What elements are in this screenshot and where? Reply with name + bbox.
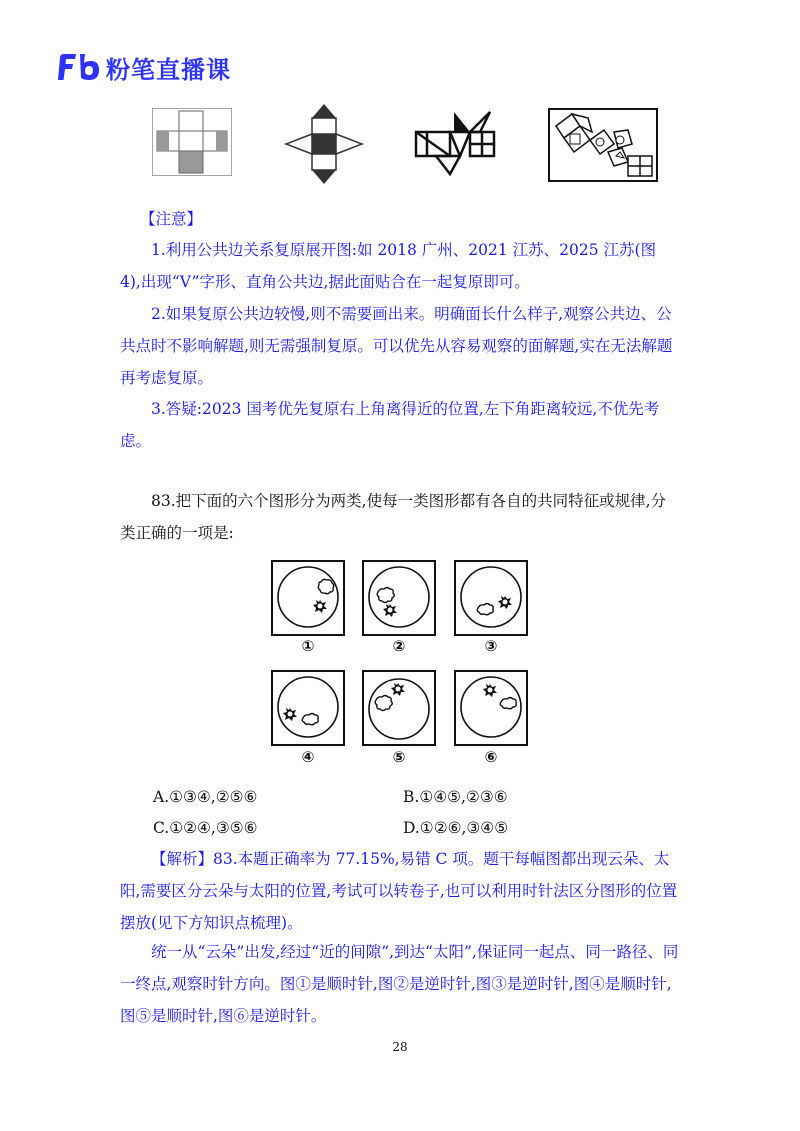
notice-item-1: 1.利用公共边关系复原展开图:如 2018 广州、2021 江苏、2025 江苏(图 4),出现“V”字形、直角公共边,据此面贴合在一起复原即可。 bbox=[120, 241, 657, 291]
option-b: B.①④⑤,②③⑥ bbox=[403, 788, 508, 806]
analysis-paragraph-2: 统一从“云朵”出发,经过“近的间隙”,到达“太阳”,保证同一起点、同一路径、同一终点,观察时针方向。图①是顺时针,图②是逆时针,图③是逆时针,图④是顺时针,图⑤是顺时针,图⑥是逆时针。 bbox=[120, 943, 679, 1025]
notice-item-3: 3.答疑:2023 国考优先复原右上角离得近的位置,左下角距离较远,不优先考虑。 bbox=[120, 400, 660, 450]
fenbi-logo-icon bbox=[58, 52, 102, 82]
option-d: D.①②⑥,③④⑤ bbox=[403, 819, 509, 837]
question-stem: 83.把下面的六个图形分为两类,使每一类图形都有各自的共同特征或规律,分类正确的一项是: bbox=[120, 492, 667, 542]
question-figure-6 bbox=[454, 670, 528, 746]
net-figure-4 bbox=[548, 108, 658, 182]
figure-label-6: ⑥ bbox=[484, 748, 498, 766]
question-figure-3 bbox=[454, 560, 528, 636]
figure-label-2: ② bbox=[392, 637, 406, 655]
figure-label-5: ⑤ bbox=[392, 748, 406, 766]
figure-label-3: ③ bbox=[484, 637, 498, 655]
brand-name: 粉笔直播课 bbox=[106, 55, 231, 84]
option-a: A.①③④,②⑤⑥ bbox=[153, 788, 258, 806]
net-figure-3 bbox=[414, 110, 496, 176]
question-figure-5 bbox=[362, 670, 436, 746]
page-number: 28 bbox=[392, 1040, 408, 1054]
analysis-paragraph-1: 【解析】83.本题正确率为 77.15%,易错 C 项。题干每幅图都出现云朵、太阳,需要区分云朵与太阳的位置,考试可以转卷子,也可以利用时针法区分图形的位置摆放(见下方知识点梳理)。 bbox=[120, 850, 678, 932]
brand-logo bbox=[58, 50, 231, 84]
net-figure-1 bbox=[152, 108, 232, 176]
option-c: C.①②④,③⑤⑥ bbox=[153, 819, 258, 837]
figure-label-1: ① bbox=[301, 637, 315, 655]
question-figure-2 bbox=[362, 560, 436, 636]
notice-item-2: 2.如果复原公共边较慢,则不需要画出来。明确面长什么样子,观察公共边、公共点时不影响解题,则无需强制复原。可以优先从容易观察的面解题,实在无法解题再考虑复原。 bbox=[120, 305, 673, 387]
net-figure-2 bbox=[284, 104, 364, 184]
question-figure-1 bbox=[271, 560, 345, 636]
notice-heading: 【注意】 bbox=[140, 210, 203, 228]
question-figure-4 bbox=[271, 670, 345, 746]
figure-label-4: ④ bbox=[301, 748, 315, 766]
